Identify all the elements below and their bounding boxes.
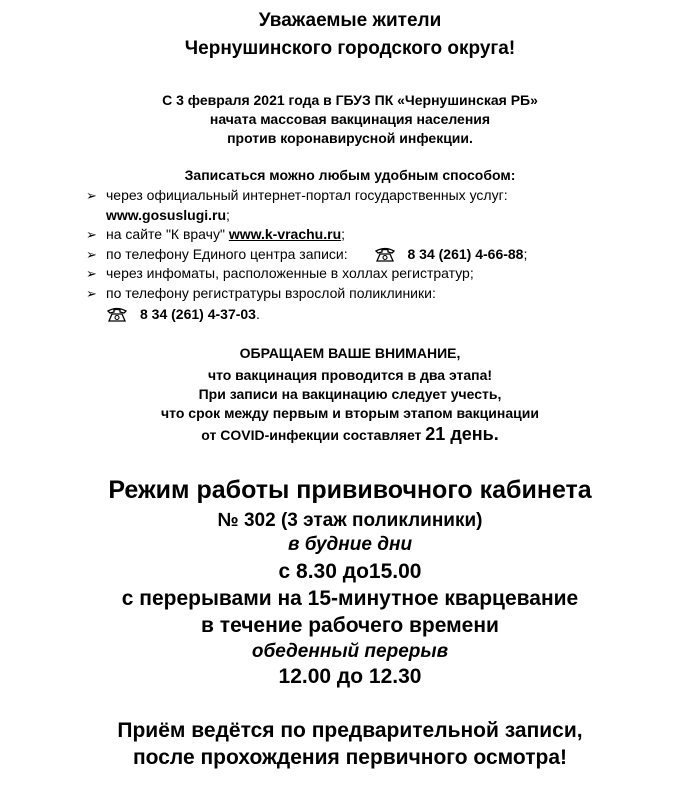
lunch-label: обеденный перерыв: [251, 641, 449, 662]
central-phone-number[interactable]: 8 34 (261) 4-66-88: [407, 245, 524, 262]
list-item-text: через официальный интернет-портал государственных услуг:: [106, 187, 508, 203]
list-item-text: по телефону Единого центра записи:: [106, 245, 348, 262]
schedule-hours: с 8.30 до15.00: [278, 560, 422, 583]
intro-line-1: С 3 февраля 2021 года в ГБУЗ ПК «Чернушинская РБ»: [162, 92, 538, 108]
list-item-text: по телефону регистратуры взрослой поликлиники:: [106, 284, 436, 301]
list-item: ➢ по телефону Единого центра записи: 8 34 (261) 4-66-88;: [86, 245, 646, 265]
arrow-bullet-icon: ➢: [86, 285, 97, 301]
schedule-weekdays: в будние дни: [287, 534, 413, 555]
notice-line-5: от COVID-инфекции составляет 21 день.: [201, 424, 499, 444]
interval-days: 21 день.: [425, 424, 499, 444]
notice-line-4: что срок между первым и вторым этапом вакцинации: [161, 405, 539, 421]
notice-line-2: что вакцинация проводится в два этапа!: [207, 367, 493, 383]
notice-heading: ОБРАЩАЕМ ВАШЕ ВНИМАНИЕ,: [239, 345, 461, 361]
footer-line-1: Приём ведётся по предварительной записи,: [117, 719, 583, 742]
header-line-1: Уважаемые жители: [258, 10, 442, 31]
intro-line-3: против коронавирусной инфекции.: [227, 130, 473, 146]
arrow-bullet-icon: ➢: [86, 266, 97, 281]
schedule-breaks-2: в течение рабочего времени: [201, 614, 499, 637]
intro-line-2: начата массовая вакцинация населения: [209, 111, 491, 127]
k-vrachu-link[interactable]: www.k-vrachu.ru: [228, 226, 342, 242]
schedule-room: № 302 (3 этаж поликлиники): [217, 510, 483, 531]
arrow-bullet-icon: ➢: [86, 246, 97, 262]
schedule-breaks-1: с перерывами на 15-минутное кварцевание: [121, 587, 579, 610]
list-item: [86, 284, 646, 304]
header-line-2: Чернушинского городского округа!: [184, 38, 516, 59]
list-item-text: через инфоматы, расположенные в холлах регистратур;: [106, 265, 474, 281]
footer-line-2: после прохождения первичного осмотра!: [132, 746, 568, 769]
list-item: [86, 186, 646, 206]
signup-heading: Записаться можно любым удобным способом:: [184, 167, 516, 183]
telephone-icon: [106, 306, 128, 322]
registry-phone-number[interactable]: 8 34 (261) 4-37-03: [140, 306, 256, 322]
list-item: ➢ на сайте "К врачу" www.k-vrachu.ru;: [86, 225, 646, 245]
arrow-bullet-icon: ➢: [86, 188, 97, 203]
gosuslugi-link[interactable]: www.gosuslugi.ru: [106, 206, 227, 223]
notice-line-3: При записи на вакцинацию следует учесть,: [198, 386, 502, 402]
schedule-title: Режим работы прививочного кабинета: [108, 476, 592, 504]
list-item: [86, 264, 646, 284]
lunch-hours: 12.00 до 12.30: [278, 665, 422, 688]
registry-phone-line: 8 34 (261) 4-37-03.: [86, 305, 646, 325]
arrow-bullet-icon: ➢: [86, 227, 97, 242]
telephone-icon: [374, 246, 396, 262]
list-item-text: на сайте "К врачу": [106, 226, 229, 242]
signup-methods-list: [86, 186, 646, 325]
gosuslugi-line: www.gosuslugi.ru;: [106, 206, 230, 223]
